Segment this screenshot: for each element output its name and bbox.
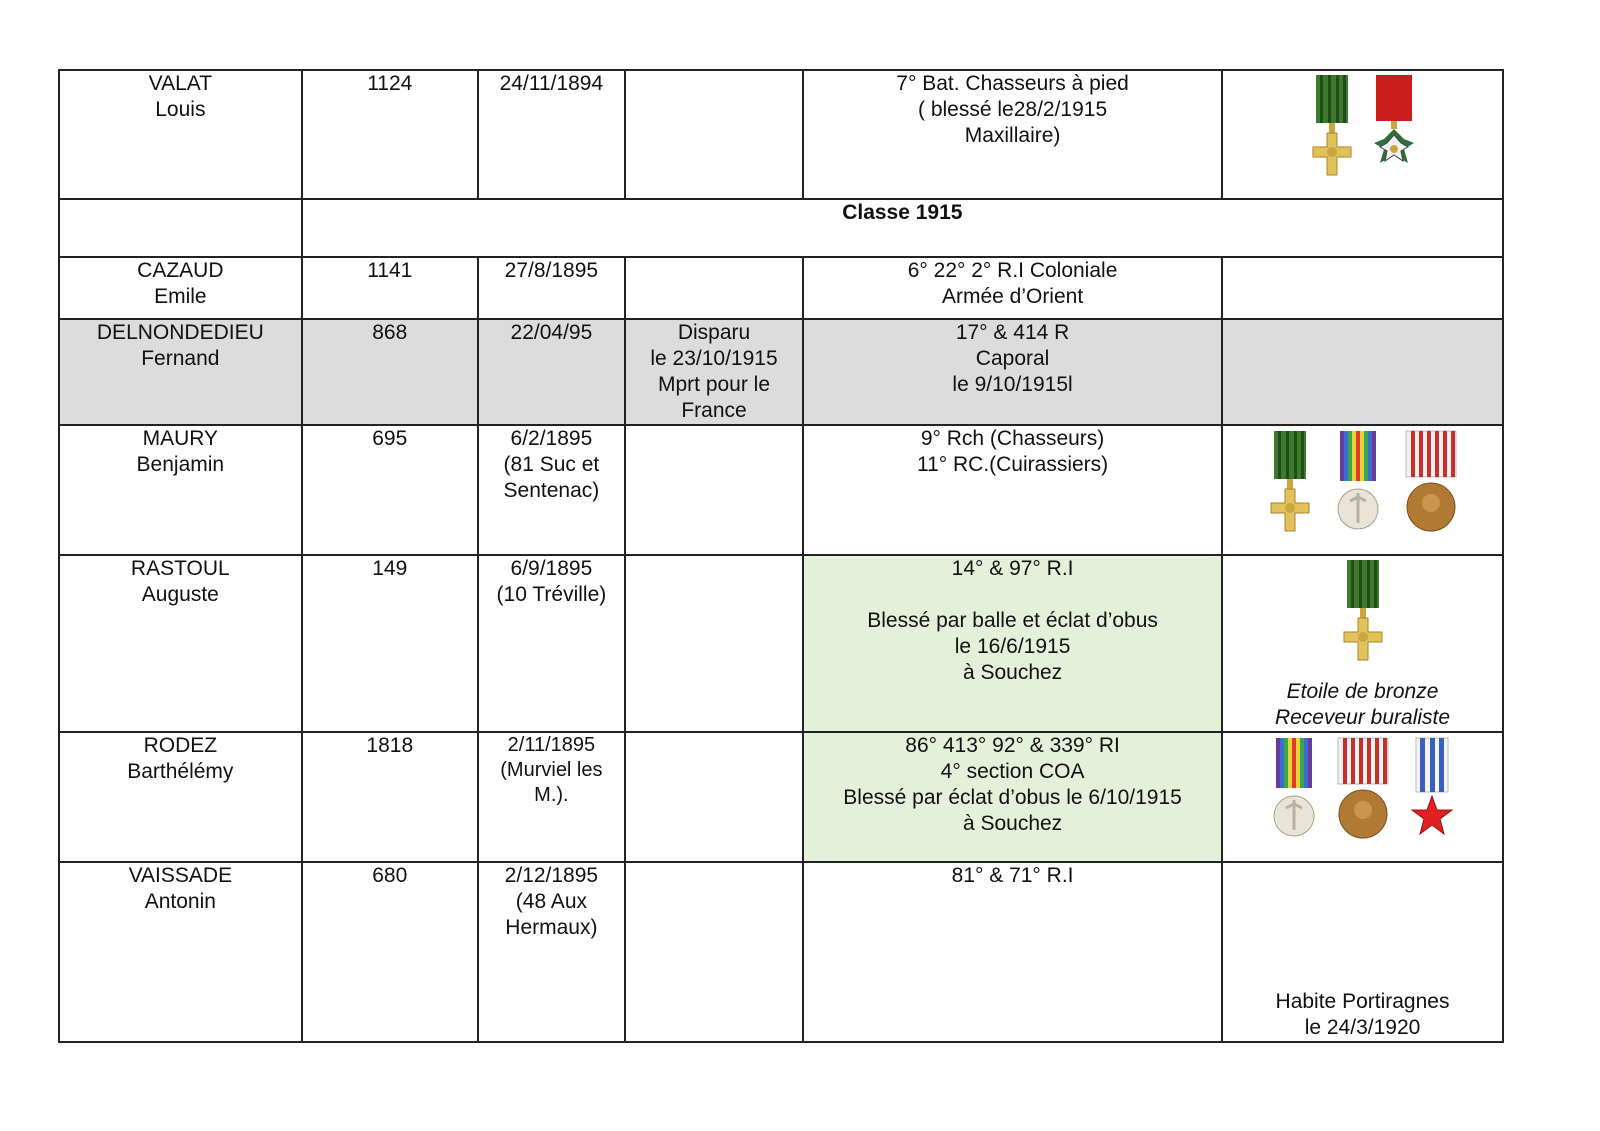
- soldier-row: [59, 425, 1503, 555]
- number-cell: 1818: [302, 732, 478, 862]
- firstname: Antonin: [144, 890, 216, 913]
- birth-line: 24/11/1894: [499, 72, 604, 95]
- birth-cell: [478, 732, 625, 862]
- unit-spacer: [808, 582, 1217, 608]
- note-line: Receveur buraliste: [1274, 706, 1451, 729]
- medals-cell: [1222, 70, 1503, 199]
- unit-line: 6° 22° 2° R.I Coloniale: [907, 259, 1118, 282]
- soldier-row: [59, 319, 1503, 425]
- medals-cell: [1222, 319, 1503, 425]
- status-cell: [625, 319, 803, 425]
- birth-line: M.).: [534, 784, 569, 806]
- birth-line: 22/04/95: [510, 321, 593, 344]
- unit-cell: [803, 319, 1222, 425]
- number-cell: 149: [302, 555, 478, 732]
- number-cell: 695: [302, 425, 478, 555]
- unit-line: à Souchez: [962, 812, 1063, 835]
- unit-cell: [803, 555, 1222, 732]
- soldier-row: [59, 70, 1503, 199]
- status-cell: [625, 70, 803, 199]
- surname: RASTOUL: [130, 557, 230, 580]
- birth-line: Sentenac): [503, 479, 600, 502]
- unit-line: 14° & 97° R.I: [951, 557, 1074, 580]
- soldier-roster-table: [58, 69, 1504, 1043]
- status-line: France: [681, 399, 747, 422]
- status-cell: [625, 862, 803, 1042]
- surname: CAZAUD: [137, 259, 224, 282]
- firstname: Auguste: [141, 583, 219, 606]
- soldier-row: [59, 732, 1503, 862]
- commemorative-medal-icon: [1332, 735, 1394, 843]
- class-header-empty-cell: [59, 199, 302, 257]
- class-header: Classe 1915: [302, 199, 1503, 257]
- firstname: Louis: [155, 98, 206, 121]
- medals-cell: [1222, 732, 1503, 862]
- birth-cell: [478, 257, 625, 319]
- number-cell: 868: [302, 319, 478, 425]
- birth-line: (10 Tréville): [496, 583, 607, 606]
- name-cell: [59, 555, 302, 732]
- croix-de-guerre-icon: [1337, 558, 1389, 664]
- surname: MAURY: [142, 427, 219, 450]
- status-line: Disparu: [677, 321, 751, 344]
- unit-cell: [803, 862, 1222, 1042]
- status-line: Mprt pour le: [657, 373, 771, 396]
- medals-cell: [1222, 862, 1503, 1042]
- unit-line: 81° & 71° R.I: [951, 864, 1074, 887]
- unit-cell: [803, 425, 1222, 555]
- commemorative-medal-icon: [1400, 428, 1462, 536]
- status-line: le 23/10/1915: [650, 347, 778, 370]
- soldier-row: [59, 555, 1503, 732]
- note-line: Etoile de bronze: [1286, 680, 1439, 703]
- name-cell: [59, 732, 302, 862]
- surname: DELNONDEDIEU: [96, 321, 264, 344]
- status-cell: [625, 732, 803, 862]
- birth-line: Hermaux): [505, 916, 598, 939]
- unit-line: Caporal: [975, 347, 1050, 370]
- unit-line: Blessé par balle et éclat d’obus: [867, 609, 1158, 632]
- medals-cell: [1222, 425, 1503, 555]
- birth-line: 2/11/1895: [507, 734, 596, 756]
- unit-line: le 16/6/1915: [954, 635, 1071, 658]
- birth-line: (48 Aux: [515, 890, 587, 913]
- birth-cell: [478, 70, 625, 199]
- name-cell: [59, 70, 302, 199]
- medals-cell: [1222, 555, 1503, 732]
- unit-line: Blessé par éclat d’obus le 6/10/1915: [843, 786, 1182, 809]
- status-cell: [625, 257, 803, 319]
- firstname: Fernand: [141, 347, 220, 370]
- unit-cell: [803, 732, 1222, 862]
- birth-line: (Murviel les: [500, 759, 603, 781]
- unit-line: 86° 413° 92° & 339° RI: [905, 734, 1120, 757]
- unit-line: Armée d’Orient: [941, 285, 1084, 308]
- name-cell: [59, 257, 302, 319]
- residence-note: [1223, 989, 1502, 1041]
- note-line: le 24/3/1920: [1304, 1016, 1421, 1039]
- firstname: Barthélémy: [127, 760, 234, 783]
- birth-line: 27/8/1895: [504, 259, 599, 282]
- birth-line: (81 Suc et: [503, 453, 600, 476]
- soldier-row: [59, 862, 1503, 1042]
- birth-line: 6/2/1895: [510, 427, 593, 450]
- unit-line: 4° section COA: [940, 760, 1085, 783]
- number-cell: 1141: [302, 257, 478, 319]
- soldier-row: [59, 257, 1503, 319]
- firstname: Emile: [154, 285, 207, 308]
- surname: RODEZ: [143, 734, 218, 757]
- unit-line: Maxillaire): [964, 124, 1061, 147]
- birth-cell: [478, 319, 625, 425]
- class-header-row: [59, 199, 1503, 257]
- unit-line: 11° RC.(Cuirassiers): [916, 453, 1109, 476]
- birth-line: 2/12/1895: [504, 864, 599, 887]
- name-cell: [59, 425, 302, 555]
- unit-line: 7° Bat. Chasseurs à pied: [896, 72, 1129, 95]
- unit-line: 17° & 414 R: [955, 321, 1070, 344]
- unit-line: ( blessé le28/2/1915: [918, 98, 1108, 121]
- birth-cell: [478, 862, 625, 1042]
- wounded-insignia-icon: [1408, 735, 1456, 843]
- name-cell: [59, 319, 302, 425]
- unit-cell: [803, 257, 1222, 319]
- birth-cell: [478, 555, 625, 732]
- birth-line: 6/9/1895: [510, 557, 593, 580]
- medal-note: [1223, 679, 1502, 731]
- croix-de-guerre-icon: [1264, 428, 1316, 536]
- birth-cell: [478, 425, 625, 555]
- surname: VAISSADE: [128, 864, 233, 887]
- status-cell: [625, 425, 803, 555]
- unit-line: à Souchez: [962, 661, 1063, 684]
- unit-line: le 9/10/1915l: [952, 373, 1073, 396]
- medals-cell: [1222, 257, 1503, 319]
- victory-medal-icon: [1270, 735, 1318, 843]
- unit-line: 9° Rch (Chasseurs): [920, 427, 1105, 450]
- unit-cell: [803, 70, 1222, 199]
- legion-honneur-icon: [1368, 73, 1420, 179]
- victory-medal-icon: [1334, 428, 1382, 536]
- number-cell: 1124: [302, 70, 478, 199]
- status-cell: [625, 555, 803, 732]
- number-cell: 680: [302, 862, 478, 1042]
- croix-de-guerre-icon: [1306, 73, 1358, 179]
- name-cell: [59, 862, 302, 1042]
- firstname: Benjamin: [136, 453, 225, 476]
- note-line: Habite Portiragnes: [1275, 990, 1450, 1013]
- surname: VALAT: [148, 72, 213, 95]
